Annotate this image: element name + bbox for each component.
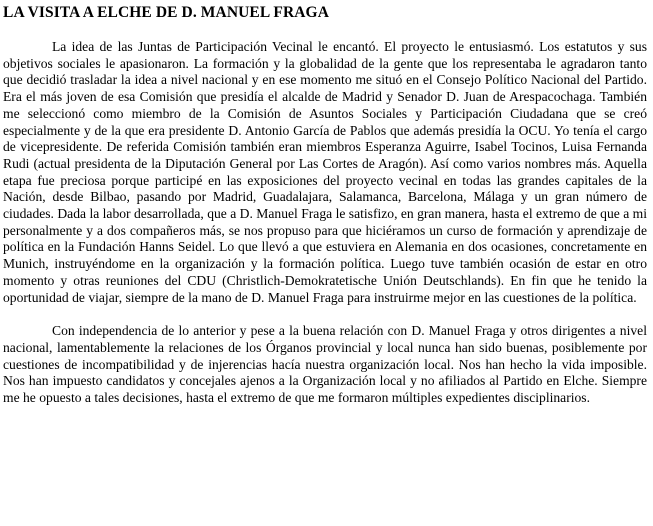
paragraph-1: La idea de las Juntas de Participación Vecinal le encantó. El proyecto le entusiasmó. Los estatutos y sus objetivos sociales le apasionaron. La formación y la globalidad de la gente que los representaba le agradaron tanto que decidió trasladar la idea a nivel nacional y en ese momento me situó en el Consejo Político Nacional del Partido. Era el más joven de esa Comisión que presidía el alcalde de Madrid y Senador D. Juan de Arespacochaga. También me seleccionó como miembro de la Comisión de Asuntos Sociales y Participación Ciudadana que se creó especialmente y de la que era presidente D. Antonio García de Pablos que además presidía la OCU. Yo tenía el cargo de vicepresidente. De referida Comisión también eran miembros Esperanza Aguirre, Isabel Tocinos, Luisa Fernanda Rudi (actual presidenta de la Diputación General por Las Cortes de Aragón). Así como varios nombres más. Aquella etapa fue preciosa porque participé en las exposiciones del proyecto vecinal en todas las grandes capitales de la Nación, desde Bilbao, pasando por Madrid, Guadalajara, Salamanca, Barcelona, Málaga y un gran número de ciudades. Dada la labor desarrollada, que a D. Manuel Fraga le satisfizo, en gran manera, hasta el extremo de que a mi personalmente y a dos compañeros más, se nos propuso para que hiciéramos un curso de formación y aprendizaje de política en la Fundación Hanns Seidel. Lo que llevó a que estuviera en Alemania en dos ocasiones, concretamente en Munich, instruyéndome en la organización y la formación política. Luego tuve también ocasión de estar en otro momento y otras reuniones del CDU (Christlich-Demokratetische Unión Deutschlands). En fin que he tenido la oportunidad de viajar, siempre de la mano de D. Manuel Fraga para instruirme mejor en las cuestiones de la política.	[3, 39, 647, 305]
paragraph-2: Con independencia de lo anterior y pese a la buena relación con D. Manuel Fraga y otros dirigentes a nivel nacional, lamentablemente la relaciones de los Órganos provincial y local nunca han sido buenas, posiblemente por cuestiones de incompatibilidad y de injerencias hacía nuestra organización local. Nos han hecho la vida imposible. Nos han impuesto candidatos y concejales ajenos a la Organización local y no afiliados al Partido en Elche. Siempre me he opuesto a tales decisiones, hasta el extremo de que me formaron múltiples expedientes disciplinarios.	[3, 323, 647, 406]
document-page	[3, 4, 647, 407]
document-title: LA VISITA A ELCHE DE D. MANUEL FRAGA	[3, 4, 330, 21]
